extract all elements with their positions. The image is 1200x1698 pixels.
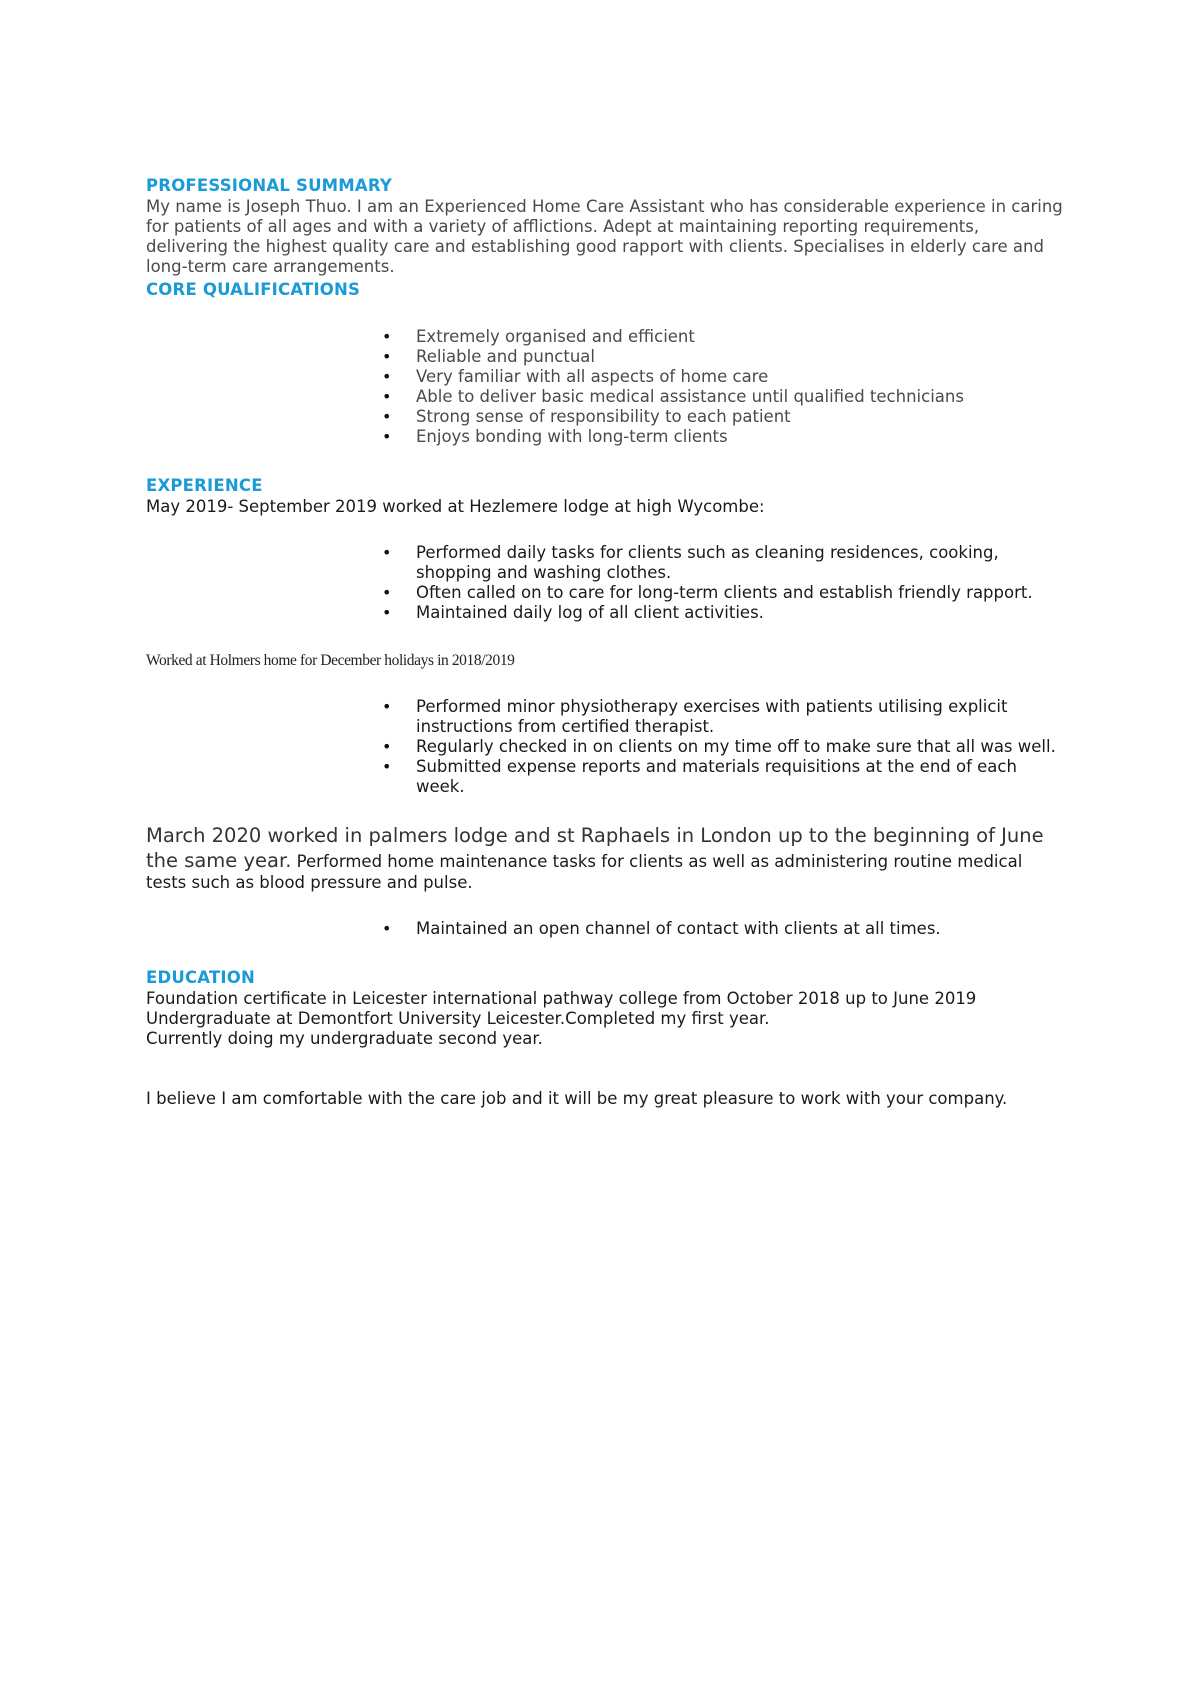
education-line: Currently doing my undergraduate second year. (146, 1029, 543, 1048)
list-item: • Maintained daily log of all client activities. (382, 603, 1066, 623)
list-item: • Performed minor physiotherapy exercises with patients utilising explicit instructions from certified therapist. (382, 697, 1066, 737)
job-3-description: Performed home maintenance tasks for clients as well as administering routine medical tests such as blood pressure and pulse. (146, 852, 1023, 892)
list-item: • Extremely organised and efficient (382, 327, 1066, 347)
education-line: Undergraduate at Demontfort University Leicester.Completed my first year. (146, 1009, 770, 1028)
list-item: • Enjoys bonding with long-term clients (382, 427, 1066, 447)
job-3-title: March 2020 worked in palmers lodge and st Raphaels in London up to the beginning of June the same year. (146, 824, 1044, 872)
list-item: • Able to deliver basic medical assistance until qualified technicians (382, 387, 1066, 407)
closing-statement: I believe I am comfortable with the care job and it will be my great pleasure to work with your company. (146, 1089, 1008, 1108)
job-1-title: May 2019- September 2019 worked at Hezlemere lodge at high Wycombe: (146, 497, 765, 516)
job-1-duties (146, 543, 1066, 623)
core-qualifications-heading: CORE QUALIFICATIONS (146, 280, 361, 299)
job-3-duties (146, 919, 1066, 939)
job-3-paragraph (146, 823, 1066, 893)
list-item: • Maintained an open channel of contact with clients at all times. (382, 919, 1066, 939)
education-line: Foundation certificate in Leicester international pathway college from October 2018 up to June 2019 (146, 989, 977, 1008)
list-item: • Strong sense of responsibility to each patient (382, 407, 1066, 427)
list-item: • Performed daily tasks for clients such as cleaning residences, cooking, shopping and washing clothes. (382, 543, 1066, 583)
qualifications-list (146, 327, 1066, 447)
resume-content (146, 175, 1066, 1109)
list-item: • Submitted expense reports and materials requisitions at the end of each week. (382, 757, 1066, 797)
education-heading: EDUCATION (146, 968, 255, 987)
job-2-title: Worked at Holmers home for December holidays in 2018/2019 (146, 652, 515, 669)
job-2-duties (146, 697, 1066, 797)
list-item: • Often called on to care for long-term clients and establish friendly rapport. (382, 583, 1066, 603)
list-item: • Reliable and punctual (382, 347, 1066, 367)
professional-summary-heading: PROFESSIONAL SUMMARY (146, 176, 393, 195)
list-item: • Very familiar with all aspects of home care (382, 367, 1066, 387)
list-item: • Regularly checked in on clients on my time off to make sure that all was well. (382, 737, 1066, 757)
experience-heading: EXPERIENCE (146, 476, 263, 495)
professional-summary-text: My name is Joseph Thuo. I am an Experienced Home Care Assistant who has considerable experience in caring for patients of all ages and with a variety of afflictions. Adept at maintaining reporting requirements, delivering the highest quality care and establishing good rapport with clients. Specialises in elderly care and long-term care arrangements. (146, 197, 1063, 276)
